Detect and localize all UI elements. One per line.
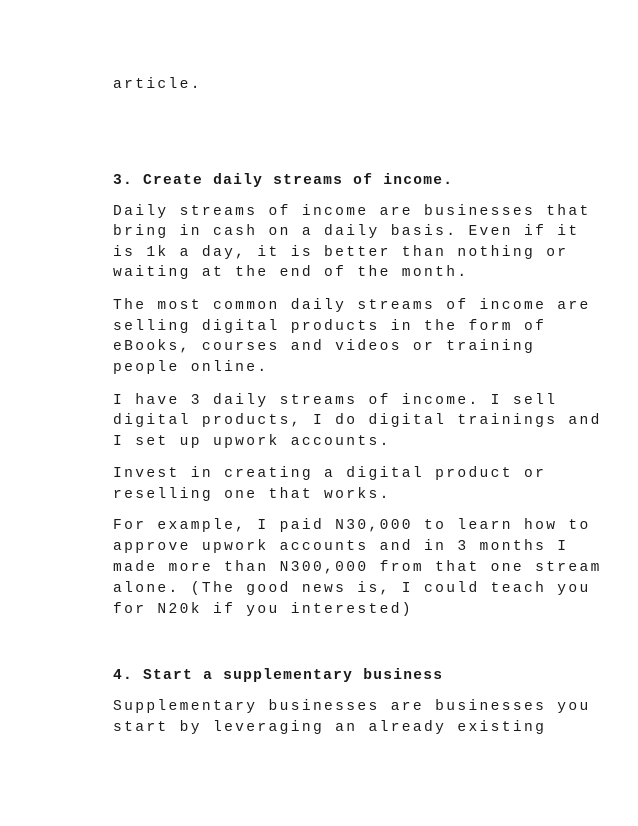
text-line: digital products, I do digital trainings and	[113, 413, 602, 429]
text-line: selling digital products in the form of	[113, 319, 547, 335]
text-line: I set up upwork accounts.	[113, 434, 391, 450]
text-line: people online.	[113, 360, 269, 376]
text-line: for N20k if you interested)	[113, 602, 413, 618]
text-line: The most common daily streams of income are	[113, 298, 591, 314]
section-heading: 3. Create daily streams of income.	[113, 173, 454, 189]
text-line: I have 3 daily streams of income. I sell	[113, 393, 558, 409]
text-line: reselling one that works.	[113, 487, 391, 503]
text-line: made more than N300,000 from that one stream	[113, 560, 602, 576]
lead-text: article.	[113, 77, 202, 93]
text-line: For example, I paid N30,000 to learn how to	[113, 518, 591, 534]
text-line: Supplementary businesses are businesses you	[113, 699, 591, 715]
text-line: bring in cash on a daily basis. Even if it	[113, 224, 580, 240]
text-line: eBooks, courses and videos or training	[113, 339, 536, 355]
text-line: Invest in creating a digital product or	[113, 466, 547, 482]
text-line: is 1k a day, it is better than nothing or	[113, 245, 569, 261]
text-line: Daily streams of income are businesses that	[113, 204, 591, 220]
text-line: waiting at the end of the month.	[113, 265, 469, 281]
text-line: alone. (The good news is, I could teach you	[113, 581, 591, 597]
text-line: approve upwork accounts and in 3 months I	[113, 539, 569, 555]
text-line: start by leveraging an already existing	[113, 720, 547, 736]
section-heading: 4. Start a supplementary business	[113, 668, 444, 684]
